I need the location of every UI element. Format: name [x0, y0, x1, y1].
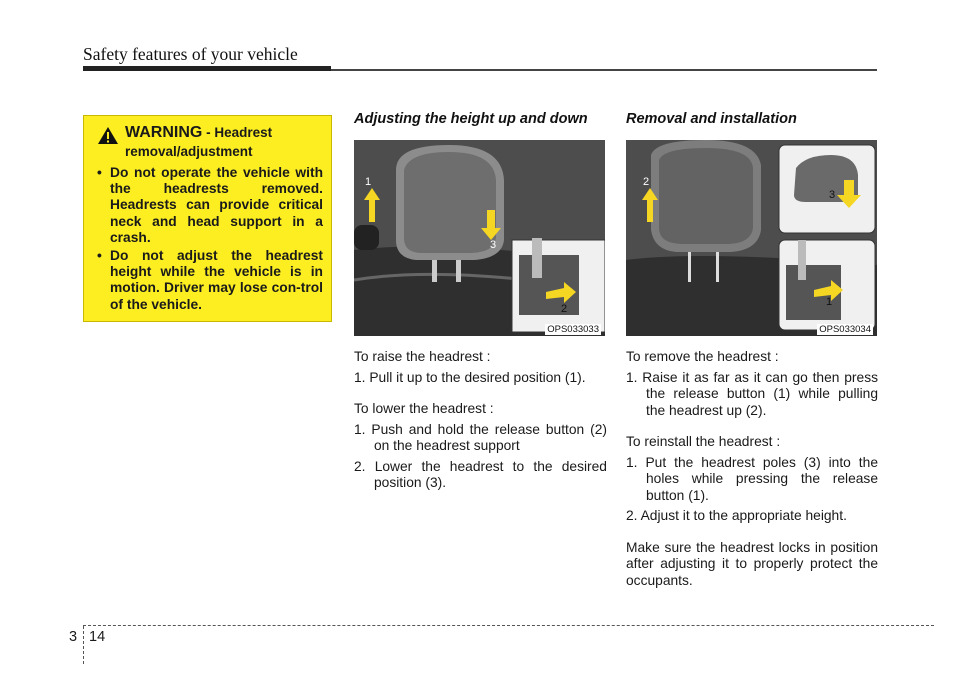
- callout-3: 3: [490, 239, 497, 251]
- warning-item: • Do not adjust the headrest height while the vehicle is in motion. Driver may lose con-trol of the vehicle.: [97, 248, 323, 313]
- warning-triangle-icon: [97, 126, 119, 145]
- warning-title-suffix: - Headrest: [202, 125, 273, 140]
- reinstall-step: 2. Adjust it to the appropriate height.: [626, 508, 847, 523]
- removal-heading: Removal and installation: [626, 111, 797, 127]
- header-rule: [83, 66, 331, 71]
- warning-subtitle: removal/adjustment: [125, 144, 253, 159]
- callout-1: 1: [826, 296, 833, 308]
- headrest-adjust-illustration: [354, 140, 605, 336]
- lower-step: 1. Push and hold the release button (2) on the headrest support: [354, 421, 607, 453]
- raise-step: 1. Pull it up to the desired position (1).: [354, 369, 586, 385]
- callout-3: 3: [829, 189, 836, 201]
- warning-item: • Do not operate the vehicle with the headrests removed. Headrests can provide critical neck and head support in a crash.: [97, 165, 323, 246]
- callout-1: 1: [365, 176, 372, 188]
- adjust-text: [354, 349, 607, 496]
- section-title: Safety features of your vehicle: [83, 44, 298, 64]
- lower-label: To lower the headrest :: [354, 401, 494, 416]
- reinstall-label: To reinstall the headrest :: [626, 434, 781, 449]
- image-code: OPS033034: [819, 324, 871, 335]
- lock-note: Make sure the headrest locks in position after adjusting it to properly protect the occupants.: [626, 539, 878, 588]
- lower-step: 2. Lower the headrest to the desired position (3).: [354, 458, 607, 490]
- header-rule-thin: [331, 69, 877, 71]
- remove-step: 1. Raise it as far as it can go then press the release button (1) while pulling the headrest up (2).: [626, 369, 878, 418]
- footer-rule: [83, 625, 934, 626]
- removal-text: [626, 349, 878, 604]
- remove-label: To remove the headrest :: [626, 349, 779, 364]
- raise-label: To raise the headrest :: [354, 349, 491, 364]
- warning-list: [97, 165, 323, 313]
- footer-divider: [83, 626, 84, 664]
- chapter-number: 3: [69, 629, 78, 645]
- reinstall-step: 1. Put the headrest poles (3) into the holes while pressing the release button (1).: [626, 454, 878, 503]
- headrest-removal-illustration: [626, 140, 877, 336]
- callout-2: 2: [643, 176, 650, 188]
- adjust-heading: Adjusting the height up and down: [354, 111, 588, 127]
- callout-2: 2: [561, 303, 568, 315]
- warning-header: [97, 124, 323, 145]
- warning-box: [83, 115, 332, 322]
- warning-title: WARNING: [125, 124, 203, 141]
- image-code: OPS033033: [547, 324, 599, 335]
- page-number: 14: [89, 629, 106, 645]
